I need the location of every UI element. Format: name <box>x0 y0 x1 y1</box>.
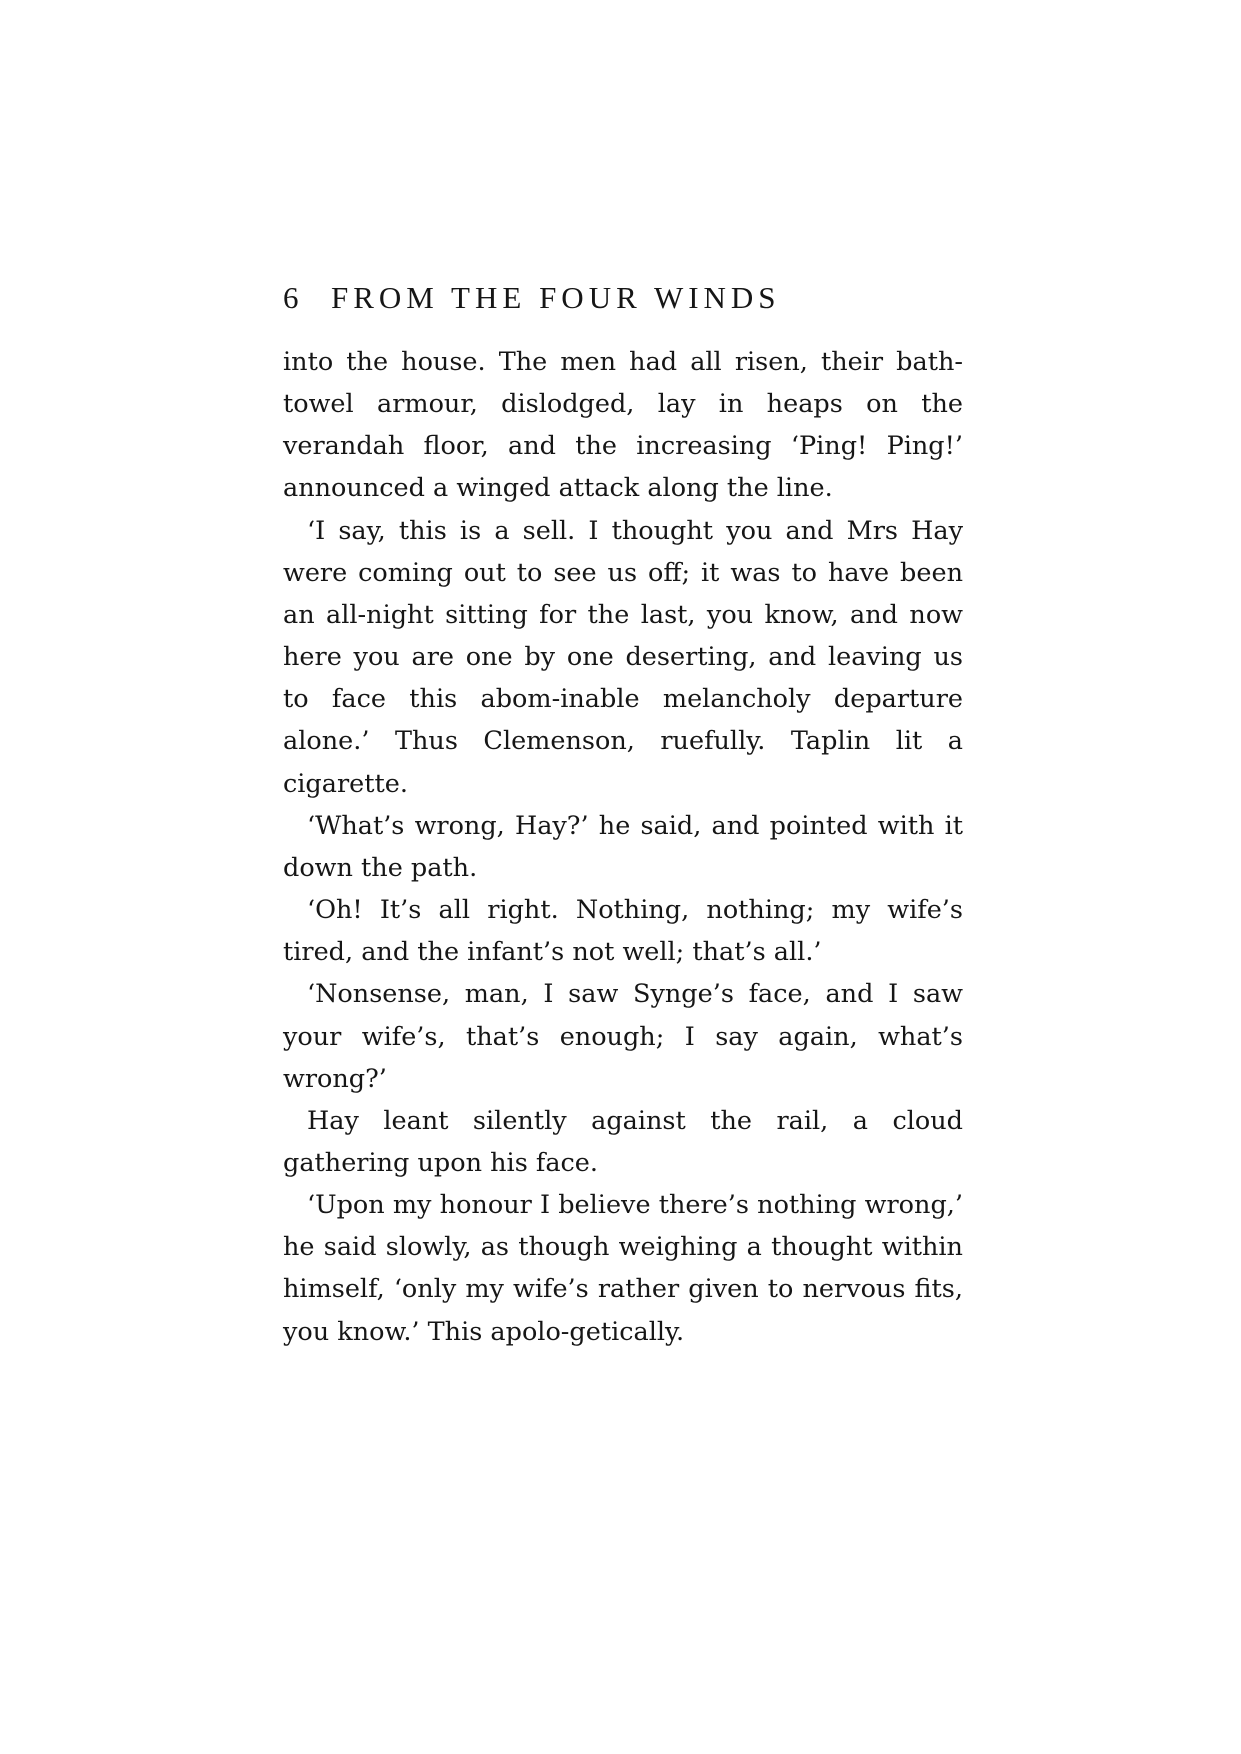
paragraph-6: Hay leant silently against the rail, a cloud gathering upon his face. <box>283 1105 963 1178</box>
paragraph-5: ‘Nonsense, man, I saw Synge’s face, and I saw your wife’s, that’s enough; I say again, what’s wrong?’ <box>283 979 963 1094</box>
body-text <box>283 341 963 1353</box>
paragraph-3: ‘What’s wrong, Hay?’ he said, and pointed with it down the path. <box>283 810 963 883</box>
paragraph-1: into the house. The men had all risen, their bath-towel armour, dislodged, lay in heaps on the verandah floor, and the increasing ‘Ping! Ping!’ announced a winged attack along the line. <box>283 347 963 504</box>
paragraph-4: ‘Oh! It’s all right. Nothing, nothing; my wife’s tired, and the infant’s not well; that’s all.’ <box>283 895 963 968</box>
running-head <box>283 278 963 318</box>
running-title: FROM THE FOUR WINDS <box>331 280 781 315</box>
paragraph-2: ‘I say, this is a sell. I thought you and Mrs Hay were coming out to see us off; it was to have been an all-night sitting for the last, you know, and now here you are one by one deserting, and leaving us to face this abom-inable melancholy departure alone.’ Thus Clemenson, ruefully. Taplin lit a cigarette. <box>283 515 963 799</box>
paragraph-7: ‘Upon my honour I believe there’s nothing wrong,’ he said slowly, as though weighing a thought within himself, ‘only my wife’s rather given to nervous fits, you know.’ This apolo-getically. <box>283 1190 963 1347</box>
page-number: 6 <box>283 280 299 315</box>
